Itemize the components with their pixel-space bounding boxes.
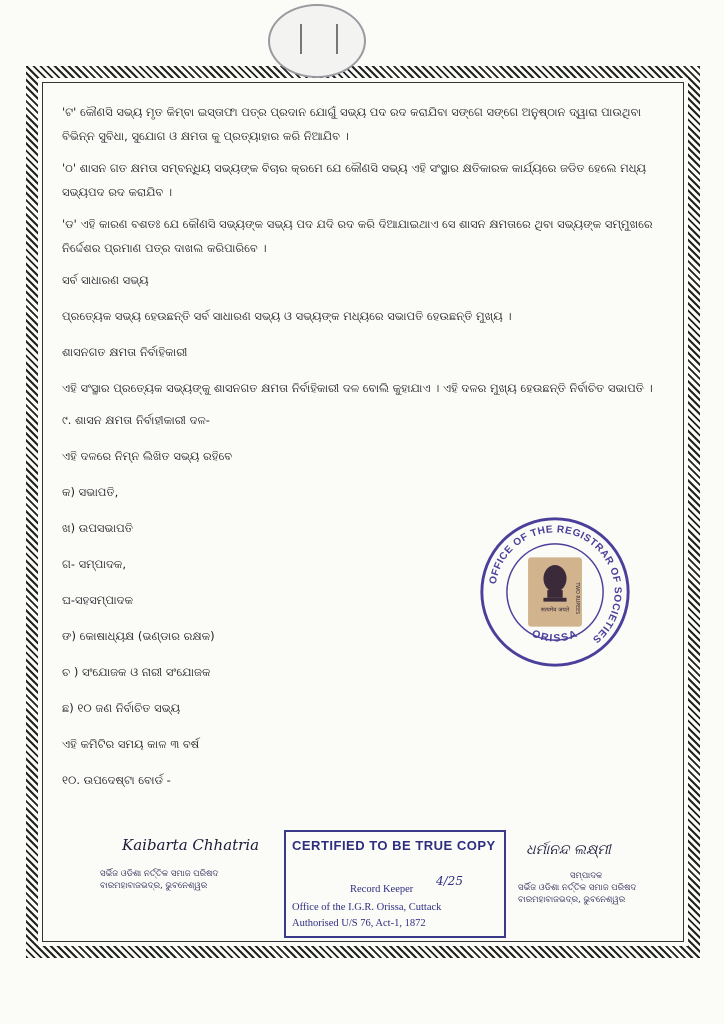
executive-text: ଏହି ସଂସ୍ଥାର ପ୍ରତ୍ୟେକ ସଭ୍ୟଙ୍କୁ ଶାସନଗତ କ୍ଷମତା ନିର୍ବାହିକାରୀ ଦଳ ବୋଲି କୁହାଯାଏ । ଏହି ଦଳର ମୁଖ୍ୟ ହେଉଛନ୍ତି ନିର୍ବାଚିତ ସଭାପତି । — [62, 381, 653, 395]
left-signature: Kaibarta Chhatria — [122, 836, 260, 854]
record-keeper: Record Keeper — [350, 884, 414, 895]
committee-term: ଏହି କମିଟିର ସମୟ କାଳ ୩ ବର୍ଷ — [62, 737, 200, 751]
revenue-stamp-value: TWO RUPEES — [574, 582, 580, 615]
certified-true-copy-stamp — [284, 830, 506, 938]
stamp-mark — [300, 24, 338, 54]
emblem-motto: सत्यमेव जयते — [540, 607, 570, 614]
right-signature: ଧର୍ମାନନ୍ଦ ଲକ୍ଷ୍ମୀ — [526, 842, 611, 858]
general-members-text: ପ୍ରତ୍ୟେକ ସଭ୍ୟ ହେଉଛନ୍ତି ସର୍ବ ସାଧାରଣ ସଭ୍ୟ ଓ ସଭ୍ୟଙ୍କ ମଧ୍ୟରେ ସଭାପତି ହେଉଛନ୍ତି ମୁଖ୍ୟ । — [62, 309, 512, 323]
authorised-line: Authorised U/S 76, Act-1, 1872 — [292, 918, 426, 929]
clause-ta: 'ଟ' କୌଣସି ସଭ୍ୟ ମୃତ କିମ୍ବା ଇସ୍ତାଫା ପତ୍ର ପ୍ରଦାନ ଯୋଗୁଁ ସଭ୍ୟ ପଦ ରଦ କରାଯିବା ସଙ୍ଗେ ସଙ୍ଗେ ଅନୁଷ୍ଠାନ ଦ୍ୱାରା ପାଉଥିବା ବିଭିନ୍ନ ସୁବିଧା, ସୁଯୋଗ ଓ କ୍ଷମତା କୁ ପ୍ରତ୍ୟାହାର କରି ନିଆଯିବ । — [62, 105, 642, 143]
svg-text:ORISSA — [530, 628, 580, 645]
member-convener: ଚ ) ସଂଯୋଜକ ଓ ନାରୀ ସଂଯୋଜକ — [62, 665, 211, 679]
office-line: Office of the I.G.R. Orissa, Cuttack — [292, 902, 442, 913]
right-signature-stamp — [518, 870, 636, 906]
section-heading-executive: ଶାସନଗତ କ୍ଷମତା ନିର୍ବାହିକାରୀ — [62, 345, 188, 359]
left-stamp-line-1: ସର୍ଭିଜ ଓଡିଶା ନର୍ତ୍ତିକ ସମାଜ ପରିଷଦ — [100, 869, 219, 879]
section-9-heading: ୯. ଶାସନ କ୍ଷମତା ନିର୍ବାହୀକାରୀ ଦଳ- — [62, 413, 210, 427]
registrar-seal — [478, 515, 632, 669]
members-intro: ଏହି ଦଳରେ ନିମ୍ନ ଲିଖିତ ସଭ୍ୟ ରହିବେ — [62, 449, 233, 463]
section-heading-general-members: ସର୍ବ ସାଧାରଣ ସଭ୍ୟ — [62, 273, 149, 287]
section-10-heading: ୧୦. ଉପଦେଷ୍ଟା ବୋର୍ଡ - — [62, 773, 171, 787]
member-joint-secretary: ଘ-ସହସମ୍ପାଦକ — [62, 593, 133, 607]
seal-bottom-text: ORISSA — [530, 627, 580, 645]
document-body — [62, 100, 674, 804]
clause-tha: 'ଠ' ଶାସନ ଗତ କ୍ଷମତା ସମ୍ବନ୍ଧିୟ ସଭ୍ୟଙ୍କ ବିଚାର କ୍ରମେ ଯେ କୌଣସି ସଭ୍ୟ ଏହି ସଂସ୍ଥାର କ୍ଷତିକାରକ କାର୍ଯ୍ୟରେ ଜଡିତ ହେଲେ ମଧ୍ୟ ସଭ୍ୟପଦ ରଦ କରାଯିବ । — [62, 161, 647, 199]
member-elected: ଛ) ୧୦ ଜଣ ନିର୍ବାଚିତ ସଭ୍ୟ — [62, 701, 181, 715]
right-stamp-role: ସମ୍ପାଦକ — [570, 871, 603, 881]
right-stamp-line-1: ସର୍ଭିଜ ଓଡିଶା ନର୍ତ୍ତିକ ସମାଜ ପରିଷଦ — [518, 883, 637, 893]
right-stamp-line-2: ବାରମହାବାଜଭଦ୍ର, ଭୁବନେଶ୍ୱର — [518, 895, 626, 905]
top-circular-stamp — [268, 4, 366, 78]
left-stamp-line-2: ବାରମହାବାଜଭଦ୍ର, ଭୁବନେଶ୍ୱର — [100, 881, 208, 891]
member-treasurer: ଙ) କୋଷାଧ୍ୟକ୍ଷ (ଭଣ୍ଡାର ରକ୍ଷକ) — [62, 629, 215, 643]
member-vice-president: ଖ) ଉପସଭାପତି — [62, 521, 133, 535]
left-signature-stamp — [100, 868, 218, 892]
certified-title: CERTIFIED TO BE TRUE COPY — [292, 838, 496, 853]
seal-ring-text: OFFICE OF THE REGISTRAR OF SOCIETIES — [487, 524, 623, 645]
member-president: କ) ସଭାପତି, — [62, 485, 119, 499]
clause-da: 'ଡ' ଏହି କାରଣ ବଶତଃ ଯେ କୌଣସି ସଭ୍ୟଙ୍କ ସଭ୍ୟ ପଦ ଯଦି ରଦ କରି ଦିଆଯାଇଥାଏ ସେ ଶାସନ କ୍ଷମତାରେ ଥିବା ସଭ୍ୟଙ୍କ ସମ୍ମୁଖରେ ନିର୍ଦ୍ଦେଶର ପ୍ରମାଣ ପତ୍ର ଦାଖଲ କରିପାରିବେ । — [62, 217, 653, 255]
handwritten-notation: 4/25 — [436, 874, 463, 888]
member-secretary: ଗ- ସମ୍ପାଦକ, — [62, 557, 127, 571]
